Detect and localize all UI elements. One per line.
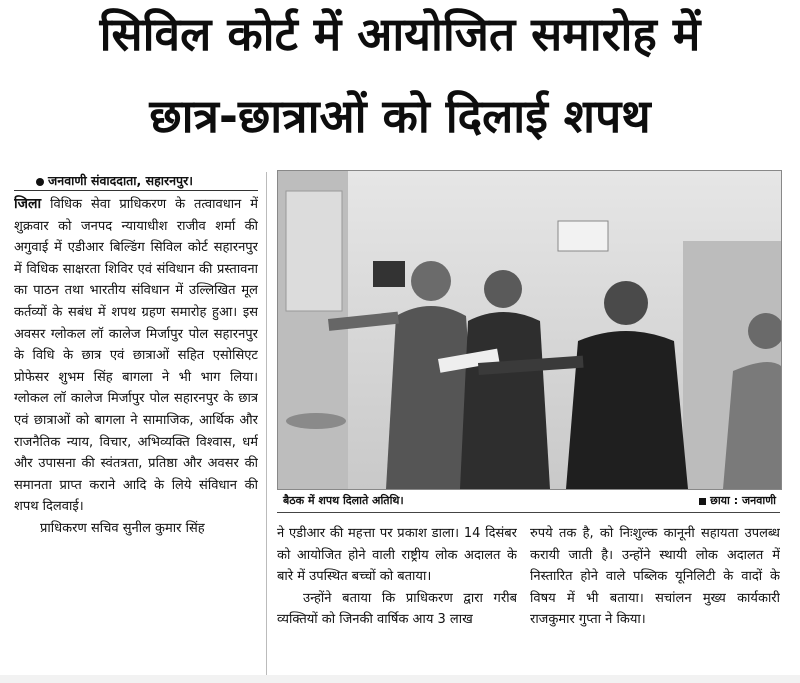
page-bottom-edge bbox=[0, 675, 800, 683]
article-column-3 bbox=[530, 523, 780, 673]
photo-caption: बैठक में शपथ दिलाते अतिथि। bbox=[283, 494, 404, 507]
photo-credit-text: छाया : जनवाणी bbox=[710, 494, 776, 507]
article-column-2 bbox=[277, 523, 517, 673]
column-2-paragraph-2: उन्होंने बताया कि प्राधिकरण द्वारा गरीब व्यक्तियों को जिनकी वार्षिक आय 3 लाख bbox=[277, 590, 517, 628]
column-1-paragraph-2: प्राधिकरण सचिव सुनील कुमार सिंह bbox=[40, 520, 205, 536]
photo-caption-bar bbox=[277, 490, 780, 513]
headline-line-2: छात्र-छात्राओं को दिलाई शपथ bbox=[149, 89, 651, 143]
article-column-1 bbox=[14, 194, 258, 672]
news-photo bbox=[277, 170, 782, 490]
bullet-icon bbox=[36, 178, 44, 186]
byline-rule bbox=[14, 190, 258, 191]
column-2-paragraph-1: ने एडीआर की महत्ता पर प्रकाश डाला। 14 दिसंबर को आयोजित होने वाली राष्ट्रीय लोक अदालत के बारे में उपस्थित बच्चों को बताया। bbox=[277, 526, 517, 585]
photo-illustration bbox=[278, 171, 781, 489]
byline-text: जनवाणी संवाददाता, सहारनपुर। bbox=[48, 173, 193, 188]
column-divider bbox=[266, 172, 267, 677]
square-bullet-icon bbox=[699, 498, 706, 505]
byline bbox=[36, 172, 258, 189]
photo-credit bbox=[699, 490, 776, 512]
headline-line-1: सिविल कोर्ट में आयोजित समारोह में bbox=[99, 7, 701, 61]
column-1-paragraph-1: विधिक सेवा प्राधिकरण के तत्वावधान में शुक्रवार को जनपद न्यायाधीश राजीव शर्मा की अगुवाई में एडीआर बिल्डिंग सिविल कोर्ट सहारनपुर में विधिक साक्षरता शिविर एवं संविधान की प्रस्तावना का पाठन तथा भारतीय संविधान में उल्लिखित मूल कर्तव्यों के सबंध में शपथ ग्रहण समारोह हुआ। इस अवसर ग्लोकल लॉ कालेज मिर्जापुर पोल सहारनपुर के विधि के छात्र एवं छात्राओं सहित एसोसिएट प्रोफेसर शुभम सिंह बागला ने भी भाग लिया। ग्लोकल लॉ कालेज मिर्जापुर पोल सहारनपुर के छात्र एवं छात्राओं को बागला ने सामाजिक, आर्थिक और राजनैतिक न्याय, विचार, अभिव्यक्ति विश्वास, धर्म और उपासना की स्वंतत्रता, प्रतिष्ठा और अवसर की समानता प्राप्त कराने आदि के लिये संविधान की शपथ दिलवाई। bbox=[14, 197, 258, 515]
lead-word: जिला bbox=[14, 196, 42, 212]
column-3-paragraph-1: रुपये तक है, को निःशुल्क कानूनी सहायता उपलब्ध करायी जाती है। उन्होंने स्थायी लोक अदालत में निस्तारित होने वाले पब्लिक यूनिलिटी के वादों के विषय में भी बताया। सचांलन मुख्य कार्यकारी राजकुमार गुप्ता ने किया। bbox=[530, 526, 780, 628]
